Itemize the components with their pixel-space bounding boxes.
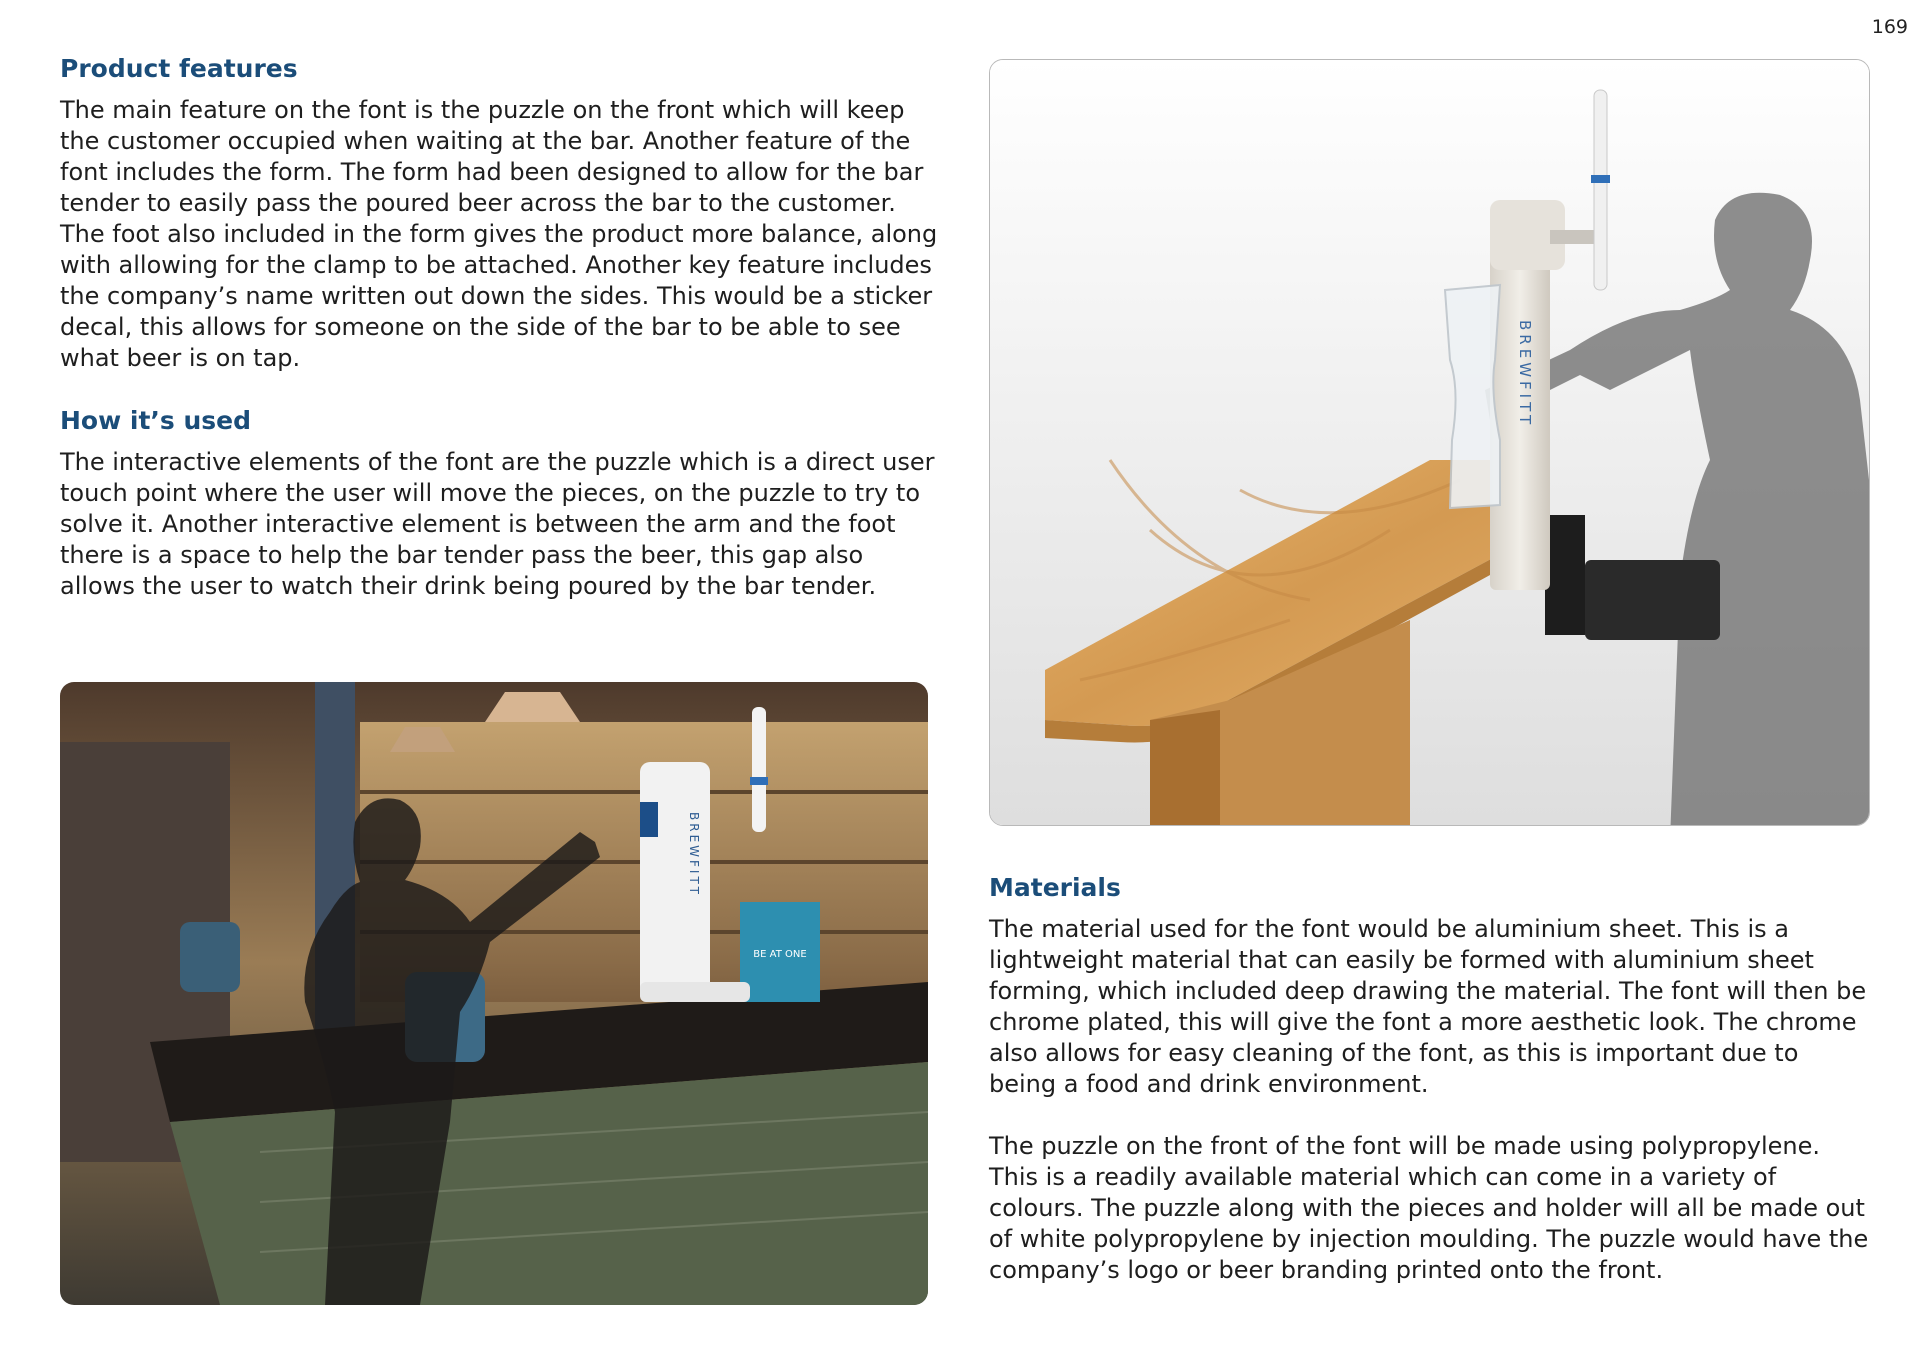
product-features-heading: Product features bbox=[60, 54, 298, 83]
materials-paragraph-1: The material used for the font would be aluminium sheet. This is a lightweight material that can easily be formed with aluminium sheet forming, which included deep drawing the material. The font will then be chrome plated, this will give the font a more aesthetic look. The chrome also allows for easy cleaning of the font, as this is important due to being a food and drink environment. bbox=[989, 915, 1867, 1098]
how-used-paragraph: The interactive elements of the font are the puzzle which is a direct user touch point where the user will move the pieces, on the puzzle to try to solve it. Another interactive element is between the arm and the foot there is a space to help the bar tender pass the beer, this gap also allows the user to watch their drink being poured by the bar tender. bbox=[60, 448, 935, 600]
materials-heading: Materials bbox=[989, 873, 1121, 902]
branded-box-text: BE AT ONE bbox=[753, 949, 807, 960]
materials-paragraph-2: The puzzle on the front of the font will be made using polypropylene. This is a readily available material which can come in a variety of colours. The puzzle along with the pieces and holder will all be made out of white polypropylene by injection moulding. The puzzle would have the company’s logo or beer branding printed onto the front. bbox=[989, 1132, 1869, 1284]
render-illustration bbox=[990, 60, 1869, 825]
how-used-heading: How it’s used bbox=[60, 406, 252, 435]
render-brand-text: BREWFITT bbox=[1516, 320, 1534, 429]
product-features-paragraph: The main feature on the font is the puzzle on the front which will keep the customer occupied when waiting at the bar. Another feature of the font includes the form. The form had been designed to allow for the bar tender to easily pass the poured beer across the bar to the customer. The foot also included in the form gives the product more balance, along with allowing for the clamp to be attached. Another key feature includes the company’s name written out down the sides. This would be a sticker decal, this allows for someone on the side of the bar to be able to see what beer is on tap. bbox=[60, 96, 938, 372]
beer-tap-handle bbox=[1594, 90, 1607, 290]
bar-scene-photo bbox=[60, 682, 928, 1305]
photo-brand-text: BREWFITT bbox=[687, 812, 701, 897]
photo-tap-handle bbox=[752, 707, 766, 832]
drip-tray bbox=[1585, 560, 1720, 640]
product-render-image bbox=[989, 59, 1870, 826]
bar-stool bbox=[180, 922, 240, 992]
product-features-text bbox=[60, 95, 940, 374]
page-number: 169 bbox=[1871, 16, 1908, 38]
how-used-text bbox=[60, 447, 940, 602]
materials-text bbox=[989, 914, 1869, 1286]
bar-scene-illustration bbox=[60, 682, 928, 1305]
